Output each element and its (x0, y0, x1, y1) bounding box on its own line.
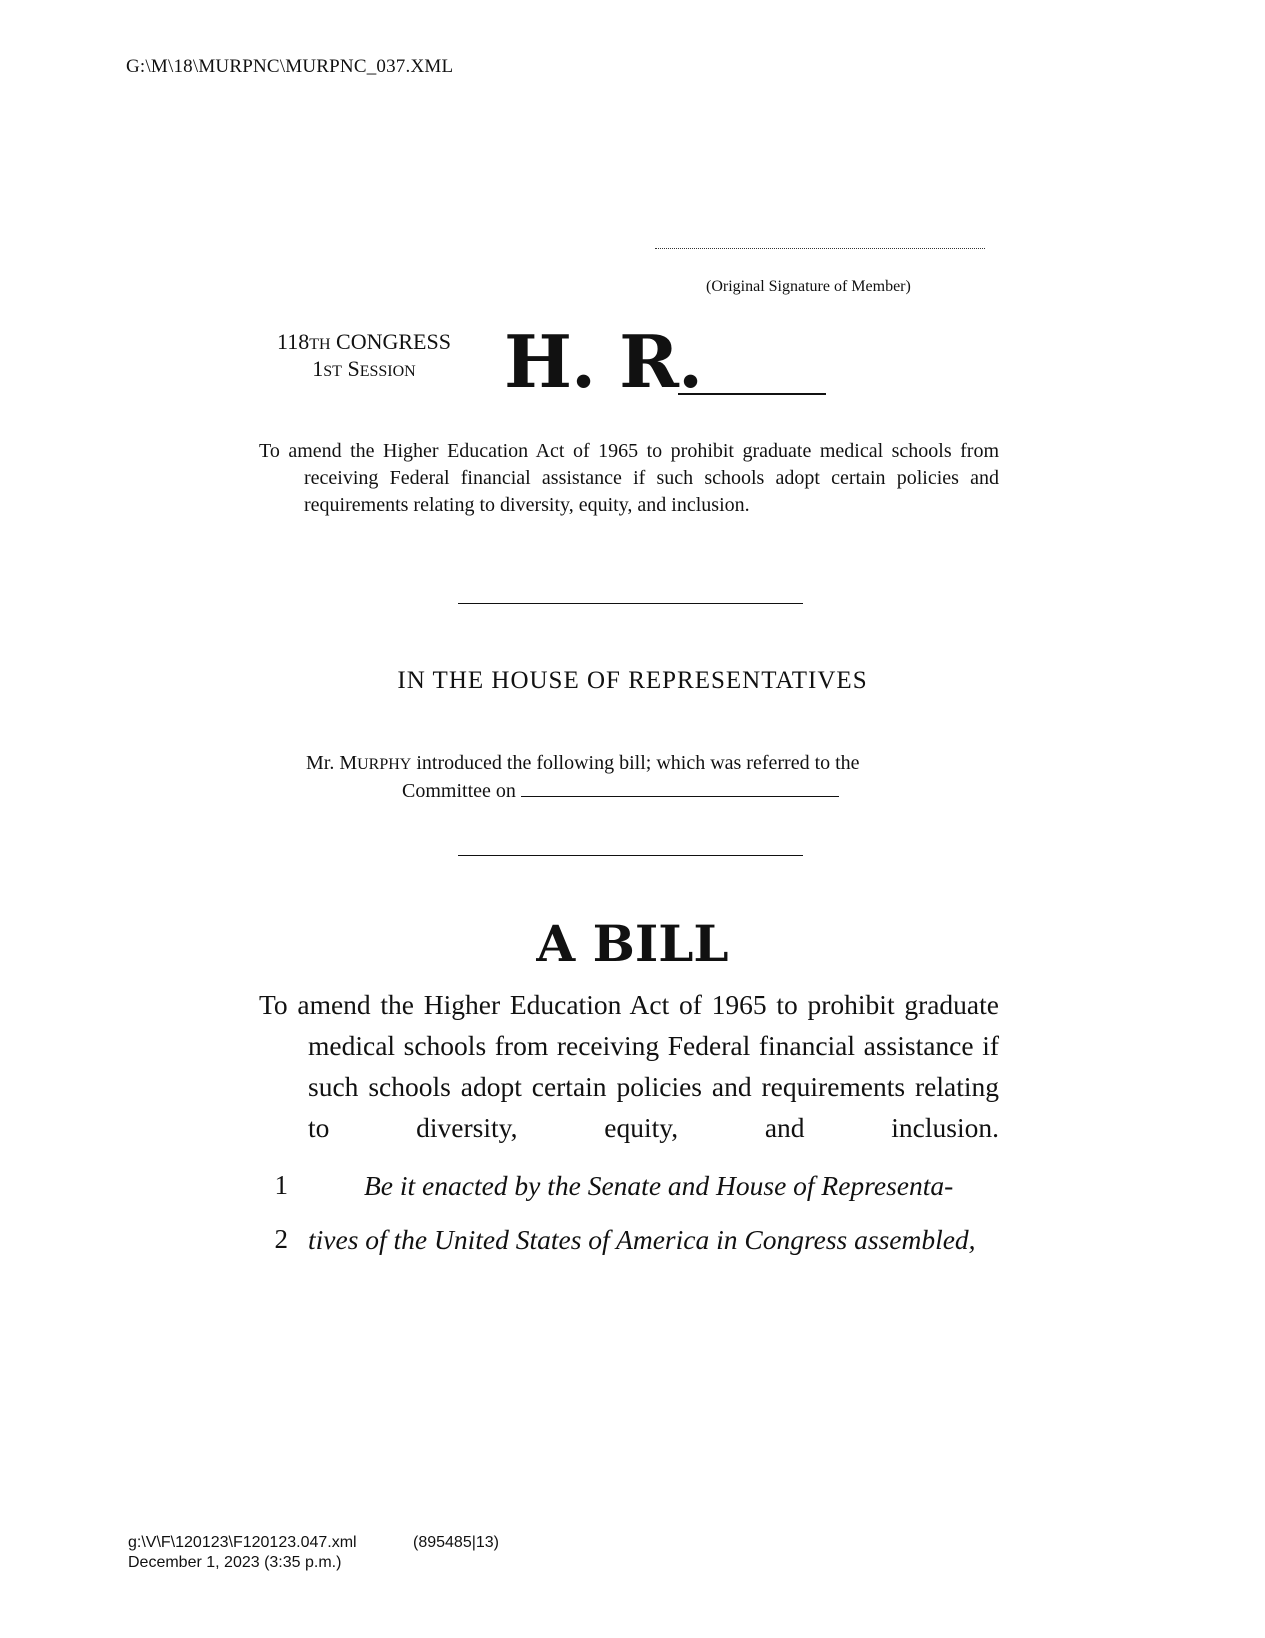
session-rest: ESSION (359, 363, 416, 380)
introduction-text: introduced the following bill; which was referred to the (411, 752, 860, 774)
session-initial: S (347, 356, 360, 381)
footer-doc-number: (895485|13) (413, 1534, 499, 1551)
divider (458, 603, 803, 604)
congress-session-block (258, 330, 470, 384)
line-number: 1 (274, 1170, 288, 1200)
session-line (258, 357, 470, 384)
bill-designation: H. R. (504, 319, 703, 404)
enacting-clause-line: Be it enacted by the Senate and House of Representa- (364, 1170, 954, 1201)
committee-blank (521, 778, 839, 797)
sponsor-name: URPHY (357, 756, 412, 773)
enacting-clause-line: tives of the United States of America in Congress assembled, (308, 1224, 976, 1255)
footer-file-path: g:\V\F\120123\F120123.047.xml (128, 1534, 357, 1551)
introduction-line-1 (306, 750, 1006, 778)
divider (458, 855, 803, 856)
bill-title-short: To amend the Higher Education Act of 1965 to prohibit graduate medical schools from receiving Federal financial assistance if such schools adopt certain policies and requirements relating to diversity, equity, and inclusion. (259, 440, 999, 516)
bill-number-blank (678, 393, 826, 395)
session-number-suffix: ST (323, 363, 342, 380)
document-type-heading: A BILL (536, 914, 729, 973)
bill-title-long: To amend the Higher Education Act of 1965 to prohibit graduate medical schools from receiving Federal financial assistance if such schools adopt certain policies and requirements relating to diversity, equity, and inclusion. (259, 989, 999, 1143)
introduction-statement (306, 750, 1006, 805)
chamber-heading: IN THE HOUSE OF REPRESENTATIVES (397, 667, 868, 694)
introduction-line-2 (306, 778, 1006, 805)
line-number: 2 (274, 1224, 288, 1254)
sponsor-prefix: Mr. M (306, 752, 358, 774)
file-path-header: G:\M\18\MURPNC\MURPNC_037.XML (126, 56, 454, 77)
committee-label: Committee on (402, 780, 521, 802)
congress-line (258, 330, 470, 357)
signature-line (655, 238, 985, 249)
signature-label: (Original Signature of Member) (706, 278, 911, 295)
footer-date: December 1, 2023 (3:35 p.m.) (128, 1554, 342, 1571)
congress-number-suffix: TH (309, 336, 331, 353)
congress-number: 118 (277, 329, 310, 354)
session-number: 1 (312, 356, 324, 381)
congress-word: CONGRESS (336, 329, 451, 354)
